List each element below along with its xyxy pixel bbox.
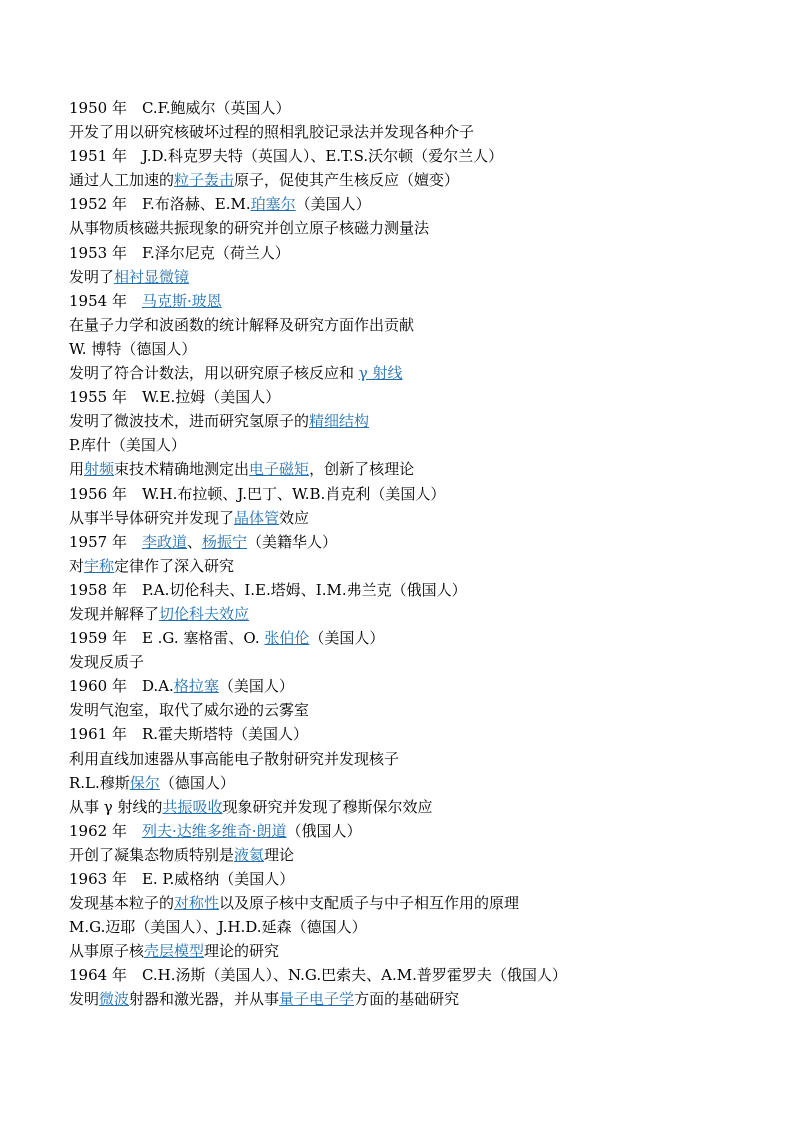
hyperlink[interactable]: 晶体管 (234, 508, 280, 527)
hyperlink[interactable]: 射频 (84, 460, 115, 479)
hyperlink[interactable]: 粒子轰击 (174, 171, 235, 190)
line-text: 利用直线加速器从事高能电子散射研究并发现核子 (69, 749, 400, 768)
line-text: 现象研究并发现了穆斯保尔效应 (222, 797, 433, 816)
text-line (69, 361, 769, 385)
line-text: 1951 年 J.D.科克罗夫特（英国人）、E.T.S.沃尔顿（爱尔兰人） (69, 147, 504, 166)
line-text: ，创新了核理论 (309, 460, 415, 479)
text-line (69, 96, 769, 120)
line-text: 、 (186, 532, 202, 551)
hyperlink[interactable]: 张伯伦 (264, 629, 310, 648)
text-line (69, 385, 769, 409)
line-text: 1961 年 R.霍夫斯塔特（美国人） (69, 725, 309, 744)
text-line (69, 409, 769, 433)
line-text: （美国人） (309, 629, 385, 648)
line-text: （德国人） (159, 773, 235, 792)
line-text: 以及原子核中支配质子与中子相互作用的原理 (219, 894, 520, 913)
hyperlink[interactable]: 杨振宁 (201, 532, 247, 551)
line-text: 射器和激光器，并从事 (129, 990, 280, 1009)
text-line (69, 698, 769, 722)
hyperlink[interactable]: 壳层模型 (144, 942, 205, 961)
line-text: （美国人） (295, 195, 371, 214)
hyperlink[interactable]: 保尔 (129, 773, 160, 792)
text-line (69, 241, 769, 265)
line-text: 1962 年 (69, 821, 142, 840)
text-line (69, 915, 769, 939)
line-text: 效应 (279, 508, 310, 527)
text-line (69, 722, 769, 746)
hyperlink[interactable]: 液氦 (234, 845, 265, 864)
hyperlink[interactable]: 共振吸收 (162, 797, 223, 816)
text-line (69, 120, 769, 144)
hyperlink[interactable]: 格拉塞 (173, 677, 219, 696)
text-line (69, 144, 769, 168)
text-line (69, 650, 769, 674)
text-line (69, 482, 769, 506)
hyperlink[interactable]: 列夫·达维多维奇·朗道 (141, 821, 287, 840)
line-text: 开创了凝集态物质特别是 (69, 845, 235, 864)
hyperlink[interactable]: γ 射线 (358, 364, 403, 383)
line-text: 束技术精确地测定出 (114, 460, 250, 479)
line-text: 1954 年 (69, 291, 142, 310)
line-text: 理论的研究 (204, 942, 280, 961)
text-line (69, 795, 769, 819)
line-text: 发现并解释了 (69, 604, 160, 623)
text-line (69, 337, 769, 361)
line-text: 在量子力学和波函数的统计解释及研究方面作出贡献 (69, 315, 415, 334)
line-text: 1963 年 E. P.威格纳（美国人） (69, 870, 295, 888)
line-text: 从事物质核磁共振现象的研究并创立原子核磁力测量法 (69, 219, 430, 238)
text-line (69, 819, 769, 843)
document-body (69, 96, 769, 1012)
line-text: 发明了 (69, 267, 115, 286)
text-line (69, 313, 769, 337)
text-line (69, 602, 769, 626)
text-line (69, 265, 769, 289)
hyperlink[interactable]: 电子磁矩 (249, 460, 310, 479)
text-line (69, 987, 769, 1011)
hyperlink[interactable]: 微波 (99, 990, 130, 1009)
line-text: 通过人工加速的 (69, 171, 175, 190)
text-line (69, 216, 769, 240)
line-text: 理论 (264, 845, 295, 864)
text-line (69, 867, 769, 891)
line-text: 发明了微波技术，进而研究氢原子的 (69, 412, 310, 431)
text-line (69, 554, 769, 578)
line-text: 1950 年 C.F.鲍威尔（英国人） (69, 99, 291, 117)
text-line (69, 578, 769, 602)
hyperlink[interactable]: 切伦科夫效应 (159, 604, 250, 623)
text-line (69, 530, 769, 554)
line-text: 原子，促使其产生核反应（嬗变） (234, 171, 460, 190)
line-text: （美籍华人） (247, 532, 338, 551)
line-text: M.G.迈耶（美国人）、J.H.D.延森（德国人） (69, 918, 367, 937)
line-text: 1953 年 F.泽尔尼克（荷兰人） (69, 243, 290, 262)
line-text: 1952 年 F.布洛赫、E.M. (69, 195, 251, 214)
line-text: 从事半导体研究并发现了 (69, 508, 235, 527)
hyperlink[interactable]: 珀塞尔 (250, 195, 296, 214)
line-text: 开发了用以研究核破坏过程的照相乳胶记录法并发现各种介子 (69, 123, 475, 142)
line-text: R.L.穆斯 (69, 773, 130, 792)
text-line (69, 506, 769, 530)
hyperlink[interactable]: 宇称 (84, 556, 115, 575)
text-line (69, 192, 769, 216)
hyperlink[interactable]: 相衬显微镜 (114, 267, 190, 286)
text-line (69, 771, 769, 795)
text-line (69, 963, 769, 987)
line-text: 从事原子核 (69, 942, 145, 961)
line-text: 1955 年 W.E.拉姆（美国人） (69, 388, 281, 407)
text-line (69, 939, 769, 963)
line-text: W. 博特（德国人） (69, 339, 197, 358)
hyperlink[interactable]: 量子电子学 (279, 990, 355, 1009)
line-text: 发明 (69, 990, 100, 1009)
line-text: 1960 年 D.A. (69, 677, 174, 696)
line-text: （美国人） (218, 677, 294, 696)
hyperlink[interactable]: 精细结构 (309, 412, 370, 431)
hyperlink[interactable]: 李政道 (141, 532, 187, 551)
text-line (69, 433, 769, 457)
text-line (69, 674, 769, 698)
line-text: 对 (69, 556, 85, 575)
line-text: 用 (69, 460, 85, 479)
line-text: 发明气泡室，取代了威尔逊的云雾室 (69, 701, 310, 720)
hyperlink[interactable]: 马克斯·玻恩 (141, 291, 222, 310)
text-line (69, 891, 769, 915)
line-text: 方面的基础研究 (354, 990, 460, 1009)
text-line (69, 843, 769, 867)
line-text: 1964 年 C.H.汤斯（美国人）、N.G.巴索夫、A.M.普罗霍罗夫（俄国人） (69, 966, 567, 985)
hyperlink[interactable]: 对称性 (174, 894, 220, 913)
line-text: （俄国人） (286, 821, 362, 840)
line-text: 1959 年 E .G. 塞格雷、O. (69, 629, 265, 648)
text-line (69, 626, 769, 650)
text-line (69, 457, 769, 481)
line-text: 定律作了深入研究 (114, 556, 235, 575)
line-text: 发现基本粒子的 (69, 894, 175, 913)
line-text: P.库什（美国人） (69, 436, 186, 455)
line-text: 从事 γ 射线的 (69, 797, 163, 816)
text-line (69, 168, 769, 192)
line-text: 1957 年 (69, 532, 142, 551)
text-line (69, 747, 769, 771)
line-text: 发明了符合计数法，用以研究原子核反应和 (69, 364, 359, 383)
line-text: 1956 年 W.H.布拉顿、J.巴丁、W.B.肖克利（美国人） (69, 484, 446, 503)
line-text: 发现反质子 (69, 653, 145, 672)
text-line (69, 289, 769, 313)
line-text: 1958 年 P.A.切伦科夫、I.E.塔姆、I.M.弗兰克（俄国人） (69, 580, 467, 599)
